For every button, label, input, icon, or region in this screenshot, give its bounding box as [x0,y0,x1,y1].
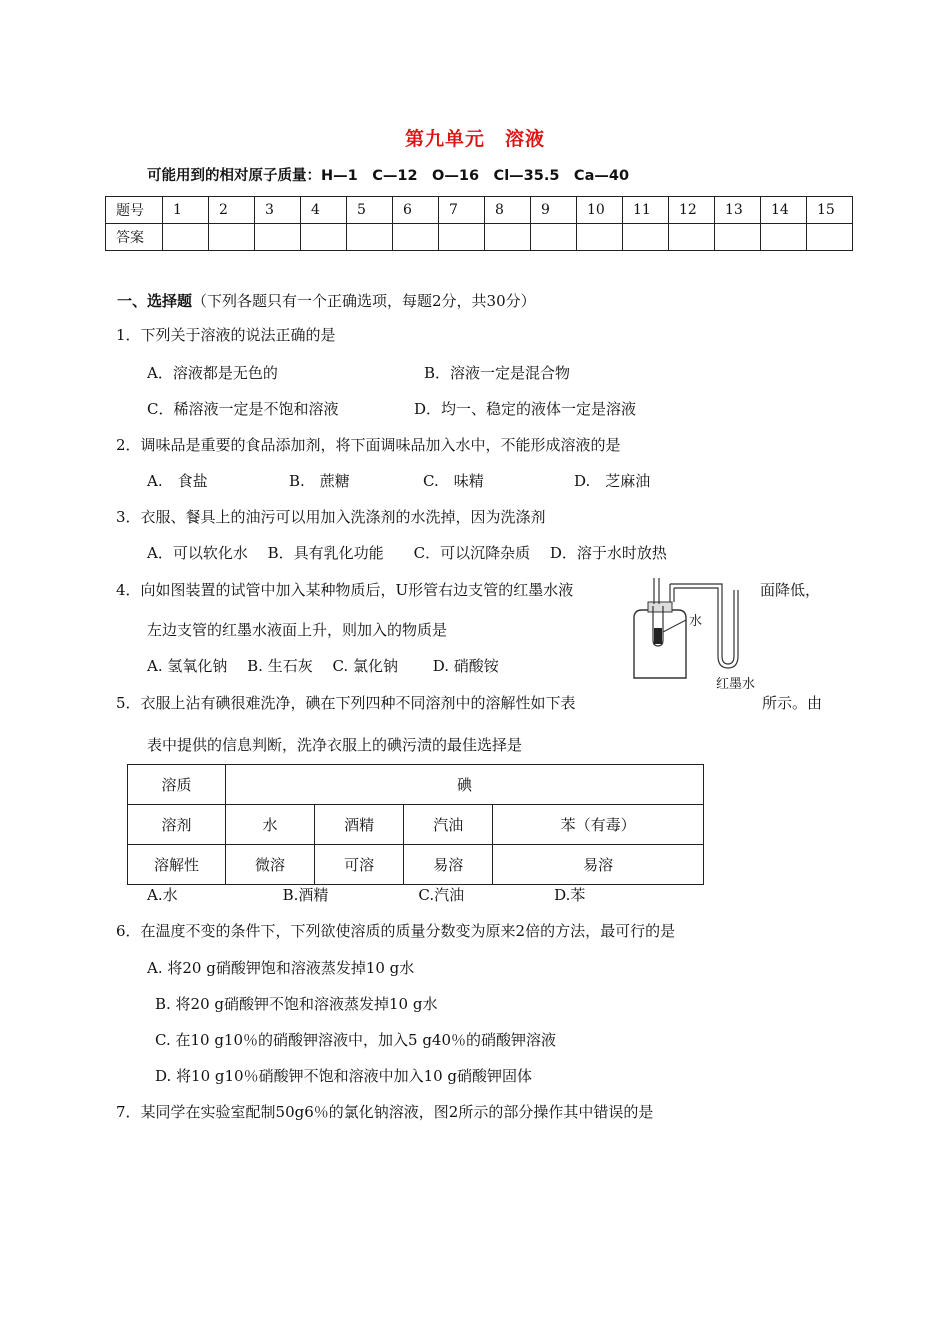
q2-option-a: A. 食盐 [147,472,208,490]
q6-stem: 6．在温度不变的条件下，下列欲使溶质的质量分数变为原来2倍的方法，最可行的是 [116,922,676,940]
answer-cell[interactable] [393,224,439,251]
q1-option-a: A．溶液都是无色的 [147,364,278,382]
answer-number-14: 14 [761,197,807,224]
answer-cell[interactable] [623,224,669,251]
solvent-label: 溶剂 [128,805,226,845]
q1-stem: 1．下列关于溶液的说法正确的是 [116,326,336,344]
solute-label: 溶质 [128,765,226,805]
answer-cell[interactable] [577,224,623,251]
answer-cell[interactable] [807,224,853,251]
q1-option-c: C．稀溶液一定是不饱和溶液 [147,400,339,418]
answer-number-7: 7 [439,197,485,224]
answer-number-10: 10 [577,197,623,224]
answer-number-15: 15 [807,197,853,224]
q5-stem-continued: 所示。由 [762,694,823,712]
answer-cell[interactable] [347,224,393,251]
page-title: 第九单元 溶液 [404,128,545,150]
section-title: 一、选择题 [117,292,193,310]
solubility-cell: 微溶 [226,845,315,885]
answer-cell[interactable] [669,224,715,251]
solvent-cell: 汽油 [404,805,493,845]
answer-number-11: 11 [623,197,669,224]
solubility-table-solvent-row [128,805,704,845]
q2-option-d: D. 芝麻油 [574,472,651,490]
answer-number-8: 8 [485,197,531,224]
answer-number-12: 12 [669,197,715,224]
atomic-masses: 可能用到的相对原子质量：H—1 C—12 O—16 Cl—35.5 Ca—40 [147,168,630,184]
q3-options: A．可以软化水 B．具有乳化功能 C．可以沉降杂质 D．溶于水时放热 [147,544,667,562]
answer-table-header-answer: 答案 [106,224,163,251]
answer-cell[interactable] [761,224,807,251]
q4-stem-line2: 左边支管的红墨水液面上升，则加入的物质是 [147,621,448,639]
q4-stem-continued: 面降低， [760,581,821,599]
answer-cell[interactable] [439,224,485,251]
answer-cell[interactable] [209,224,255,251]
section-heading [117,290,536,311]
answer-number-9: 9 [531,197,577,224]
section-note: （下列各题只有一个正确选项，每题2分，共30分） [192,292,536,310]
q1-option-d: D．均一、稳定的液体一定是溶液 [414,400,637,418]
solubility-table [127,764,704,885]
q6-option-b: B. 将20 g硝酸钾不饱和溶液蒸发掉10 g水 [155,995,438,1013]
solvent-cell: 苯（有毒） [493,805,704,845]
solubility-cell: 易溶 [404,845,493,885]
answer-number-5: 5 [347,197,393,224]
q3-stem: 3．衣服、餐具上的油污可以用加入洗涤剂的水洗掉，因为洗涤剂 [116,508,546,526]
solubility-table-solute-row [128,765,704,805]
answer-number-1: 1 [163,197,209,224]
solubility-label: 溶解性 [128,845,226,885]
answer-cell[interactable] [301,224,347,251]
solubility-cell: 可溶 [315,845,404,885]
solubility-table-solubility-row [128,845,704,885]
q2-option-c: C. 味精 [423,472,484,490]
q5-stem: 5．衣服上沾有碘很难洗净，碘在下列四种不同溶剂中的溶解性如下表 [116,694,576,712]
q4-options: A. 氢氧化钠 B. 生石灰 C. 氯化钠 D. 硝酸铵 [147,657,499,675]
answer-table-header-number: 题号 [106,197,163,224]
answer-cell[interactable] [255,224,301,251]
answer-cell[interactable] [715,224,761,251]
answer-number-13: 13 [715,197,761,224]
q5-options: A.水 B.酒精 C.汽油 D.苯 [147,886,586,904]
q4-stem: 4．向如图装置的试管中加入某种物质后，U形管右边支管的红墨水液 [116,581,574,599]
figure-label-water: 水 [689,614,703,629]
answer-cell[interactable] [163,224,209,251]
answer-cell[interactable] [531,224,577,251]
q1-option-b: B．溶液一定是混合物 [424,364,571,382]
solvent-cell: 酒精 [315,805,404,845]
answer-table-number-row [106,197,853,224]
answer-cell[interactable] [485,224,531,251]
q6-option-a: A. 将20 g硝酸钾饱和溶液蒸发掉10 g水 [147,959,415,977]
solute-value: 碘 [226,765,704,805]
answer-number-3: 3 [255,197,301,224]
answer-number-6: 6 [393,197,439,224]
answer-number-2: 2 [209,197,255,224]
solvent-cell: 水 [226,805,315,845]
figure-label-red-ink: 红墨水 [716,677,756,692]
u-tube-apparatus-figure [626,570,766,695]
q5-stem-line2: 表中提供的信息判断，洗净衣服上的碘污渍的最佳选择是 [147,736,523,754]
solubility-cell: 易溶 [493,845,704,885]
q6-option-c: C. 在10 g10％的硝酸钾溶液中，加入5 g40％的硝酸钾溶液 [155,1031,557,1049]
answer-table-answer-row [106,224,853,251]
answer-table [105,196,853,251]
q2-option-b: B. 蔗糖 [289,472,350,490]
q6-option-d: D. 将10 g10％硝酸钾不饱和溶液中加入10 g硝酸钾固体 [155,1067,533,1085]
answer-number-4: 4 [301,197,347,224]
q7-stem: 7．某同学在实验室配制50g6％的氯化钠溶液，图2所示的部分操作其中错误的是 [116,1103,654,1121]
q2-stem: 2．调味品是重要的食品添加剂，将下面调味品加入水中，不能形成溶液的是 [116,436,621,454]
